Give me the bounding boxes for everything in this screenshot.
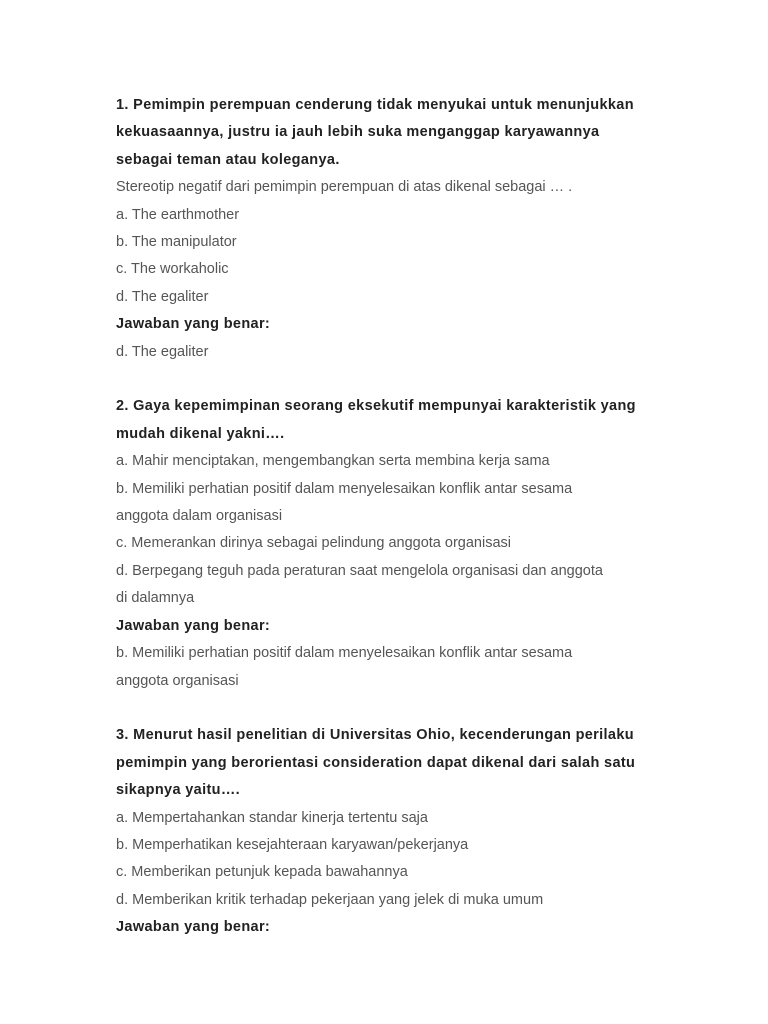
answer-line: b. Memiliki perhatian positif dalam menyelesaikan konflik antar sesama <box>116 645 573 662</box>
question-text-line: sebagai teman atau koleganya. <box>116 151 340 168</box>
option-d: d. The egaliter <box>116 288 209 305</box>
question-text-line: pemimpin yang berorientasi consideration dapat dikenal dari salah satu <box>116 754 636 771</box>
question-text-line: sikapnya yaitu…. <box>116 782 241 799</box>
question-prompt: Stereotip negatif dari pemimpin perempuan di atas dikenal sebagai … . <box>116 179 573 196</box>
option-c: c. Memerankan dirinya sebagai pelindung anggota organisasi <box>116 535 511 552</box>
option-a: a. Mahir menciptakan, mengembangkan serta membina kerja sama <box>116 453 550 470</box>
option-list <box>116 448 656 612</box>
answer-label: Jawaban yang benar: <box>116 617 271 634</box>
question-text-line: kekuasaannya, justru ia jauh lebih suka menganggap karyawannya <box>116 124 600 141</box>
option-list <box>116 805 656 915</box>
option-a: a. Mempertahankan standar kinerja tertentu saja <box>116 809 428 826</box>
answer-line: anggota organisasi <box>116 672 239 689</box>
option-b: b. Memiliki perhatian positif dalam menyelesaikan konflik antar sesama <box>116 480 573 497</box>
document-page <box>116 92 656 942</box>
question-2 <box>116 393 656 694</box>
answer-line: d. The egaliter <box>116 343 209 360</box>
question-text <box>116 92 656 174</box>
question-text <box>116 722 656 804</box>
option-d: d. Berpegang teguh pada peraturan saat mengelola organisasi dan anggota <box>116 562 603 579</box>
question-text-line: 1. Pemimpin perempuan cenderung tidak menyukai untuk menunjukkan <box>116 97 634 113</box>
answer-label: Jawaban yang benar: <box>116 919 271 936</box>
answer-label: Jawaban yang benar: <box>116 316 271 333</box>
option-c: c. The workaholic <box>116 261 229 278</box>
option-b: b. Memperhatikan kesejahteraan karyawan/pekerjanya <box>116 836 469 853</box>
option-d-continued: di dalamnya <box>116 590 195 607</box>
question-text-line: mudah dikenal yakni…. <box>116 425 285 442</box>
question-text <box>116 393 656 448</box>
question-text-line: 2. Gaya kepemimpinan seorang eksekutif mempunyai karakteristik yang <box>116 398 636 415</box>
option-a: a. The earthmother <box>116 206 240 223</box>
option-list <box>116 202 656 312</box>
option-b-continued: anggota dalam organisasi <box>116 508 283 525</box>
question-text-line: 3. Menurut hasil penelitian di Universitas Ohio, kecenderungan perilaku <box>116 727 634 744</box>
option-b: b. The manipulator <box>116 234 237 251</box>
question-3 <box>116 722 656 941</box>
option-c: c. Memberikan petunjuk kepada bawahannya <box>116 864 408 881</box>
option-d: d. Memberikan kritik terhadap pekerjaan yang jelek di muka umum <box>116 891 544 908</box>
answer-value <box>116 339 656 366</box>
answer-value <box>116 640 656 695</box>
question-1 <box>116 92 656 366</box>
